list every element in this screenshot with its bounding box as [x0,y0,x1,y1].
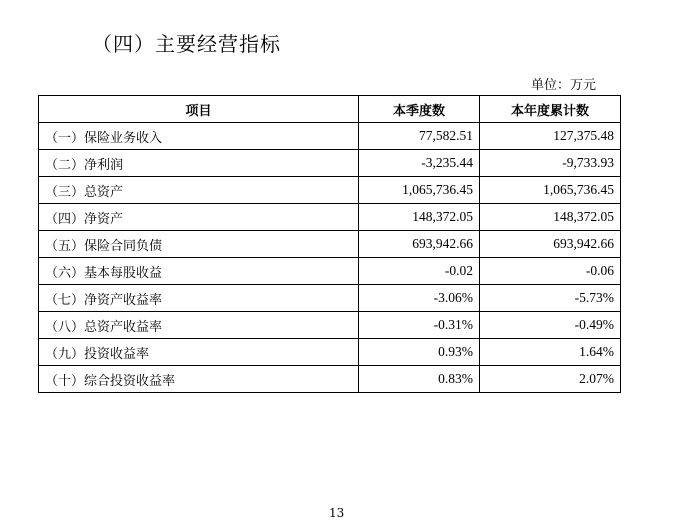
table-row [39,231,621,258]
unit-note: 单位：万元 [531,78,597,93]
quarter-value: -0.31% [359,312,480,339]
quarter-value: -0.02 [359,258,480,285]
header-quarter: 本季度数 [359,96,480,123]
ytd-value: 1,065,736.45 [480,177,621,204]
row-label: （三）总资产 [39,177,359,204]
ytd-value: 1.64% [480,339,621,366]
row-label: （九）投资收益率 [39,339,359,366]
row-label: （五）保险合同负债 [39,231,359,258]
row-label: （二）净利润 [39,150,359,177]
table-row [39,366,621,393]
quarter-value: 0.93% [359,339,480,366]
table-row [39,312,621,339]
ytd-value: -5.73% [480,285,621,312]
quarter-value: -3.06% [359,285,480,312]
ytd-value: 148,372.05 [480,204,621,231]
quarter-value: 77,582.51 [359,123,480,150]
row-label: （七）净资产收益率 [39,285,359,312]
table-row [39,204,621,231]
table-row [39,123,621,150]
table-header-row [39,96,621,123]
table-row [39,339,621,366]
ytd-value: -9,733.93 [480,150,621,177]
row-label: （十）综合投资收益率 [39,366,359,393]
ytd-value: 693,942.66 [480,231,621,258]
ytd-value: -0.06 [480,258,621,285]
quarter-value: 693,942.66 [359,231,480,258]
row-label: （四）净资产 [39,204,359,231]
row-label: （八）总资产收益率 [39,312,359,339]
header-item: 项目 [39,96,359,123]
quarter-value: 1,065,736.45 [359,177,480,204]
section-title: （四）主要经营指标 [92,32,281,56]
quarter-value: -3,235.44 [359,150,480,177]
row-label: （六）基本每股收益 [39,258,359,285]
ytd-value: -0.49% [480,312,621,339]
ytd-value: 127,375.48 [480,123,621,150]
row-label: （一）保险业务收入 [39,123,359,150]
table-row [39,150,621,177]
ytd-value: 2.07% [480,366,621,393]
header-ytd: 本年度累计数 [480,96,621,123]
table-row [39,258,621,285]
table-row [39,285,621,312]
quarter-value: 148,372.05 [359,204,480,231]
table-row [39,177,621,204]
quarter-value: 0.83% [359,366,480,393]
page-number: 13 [329,506,345,520]
key-operating-indicators-table [38,95,621,393]
